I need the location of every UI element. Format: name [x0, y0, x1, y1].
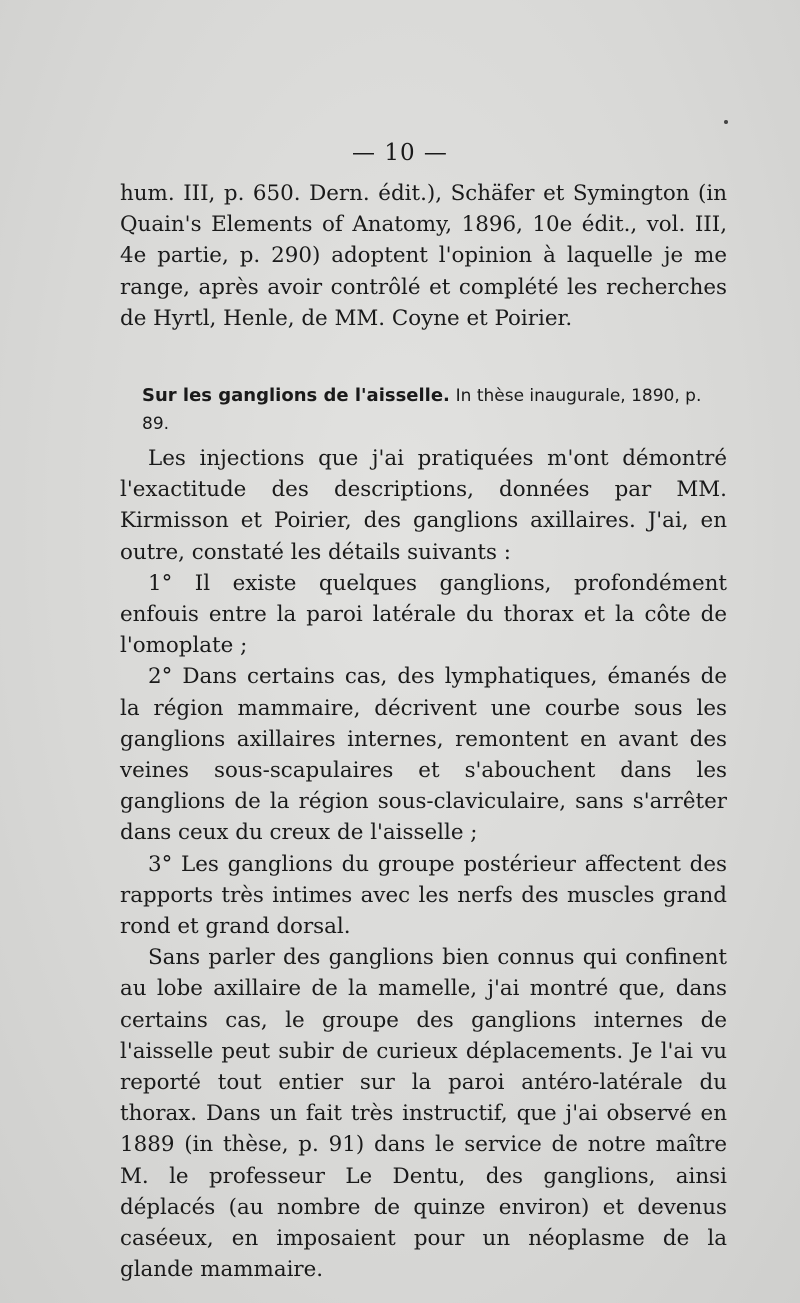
page-number: — 10 — — [352, 140, 448, 166]
ink-speck — [724, 120, 728, 124]
paragraph: 2° Dans certains cas, des lymphatiques, émanés de la région mammaire, décrivent une courbe sous les ganglions axillaires internes, remontent en avant des veines sous-scapulaires et s'abouchent dans les ganglions de la région sous-claviculaire, sans s'arrêter dans ceux du creux de l'aisselle ; — [120, 664, 727, 846]
paragraph: 3° Les ganglions du groupe postérieur affectent des rapports très intimes avec les nerfs des muscles grand rond et grand dorsal. — [120, 851, 727, 940]
paragraph: Sans parler des ganglions bien connus qui confinent au lobe axillaire de la mamelle, j'ai montré que, dans certains cas, le groupe des ganglions internes de l'aisselle peut subir de curieux déplacements. Je l'ai vu reporté tout entier sur la paroi antéro-latérale du thorax. Dans un fait très instructif, que j'ai observé en 1889 (in thèse, p. 91) dans le service de notre maître M. le professeur Le Dentu, des ganglions, ainsi déplacés (au nombre de quinze environ) et devenus caséeux, en imposaient pour un néoplasme de la glande mammaire. — [120, 945, 727, 1283]
section-body — [120, 443, 727, 1285]
intro-paragraph: hum. III, p. 650. Dern. édit.), Schäfer et Symington (in Quain's Elements of Anatomy, 1896, 10e édit., vol. III, 4e partie, p. 290) adoptent l'opinion à laquelle je me range, après avoir contrôlé et complété les recherches de Hyrtl, Henle, de MM. Coyne et Poirier. — [120, 181, 727, 331]
section-title: Sur les ganglions de l'aisselle. — [142, 385, 450, 406]
section-source: In thèse inaugurale, 1890, p. 89. — [142, 386, 702, 434]
paragraph: 1° Il existe quelques ganglions, profondément enfouis entre la paroi latérale du thorax et la côte de l'omoplate ; — [120, 570, 727, 659]
paragraph: Les injections que j'ai pratiquées m'ont démontré l'exactitude des descriptions, données par MM. Kirmisson et Poirier, des ganglions axillaires. J'ai, en outre, constaté les détails suivants : — [120, 446, 727, 565]
section-heading — [142, 382, 732, 438]
